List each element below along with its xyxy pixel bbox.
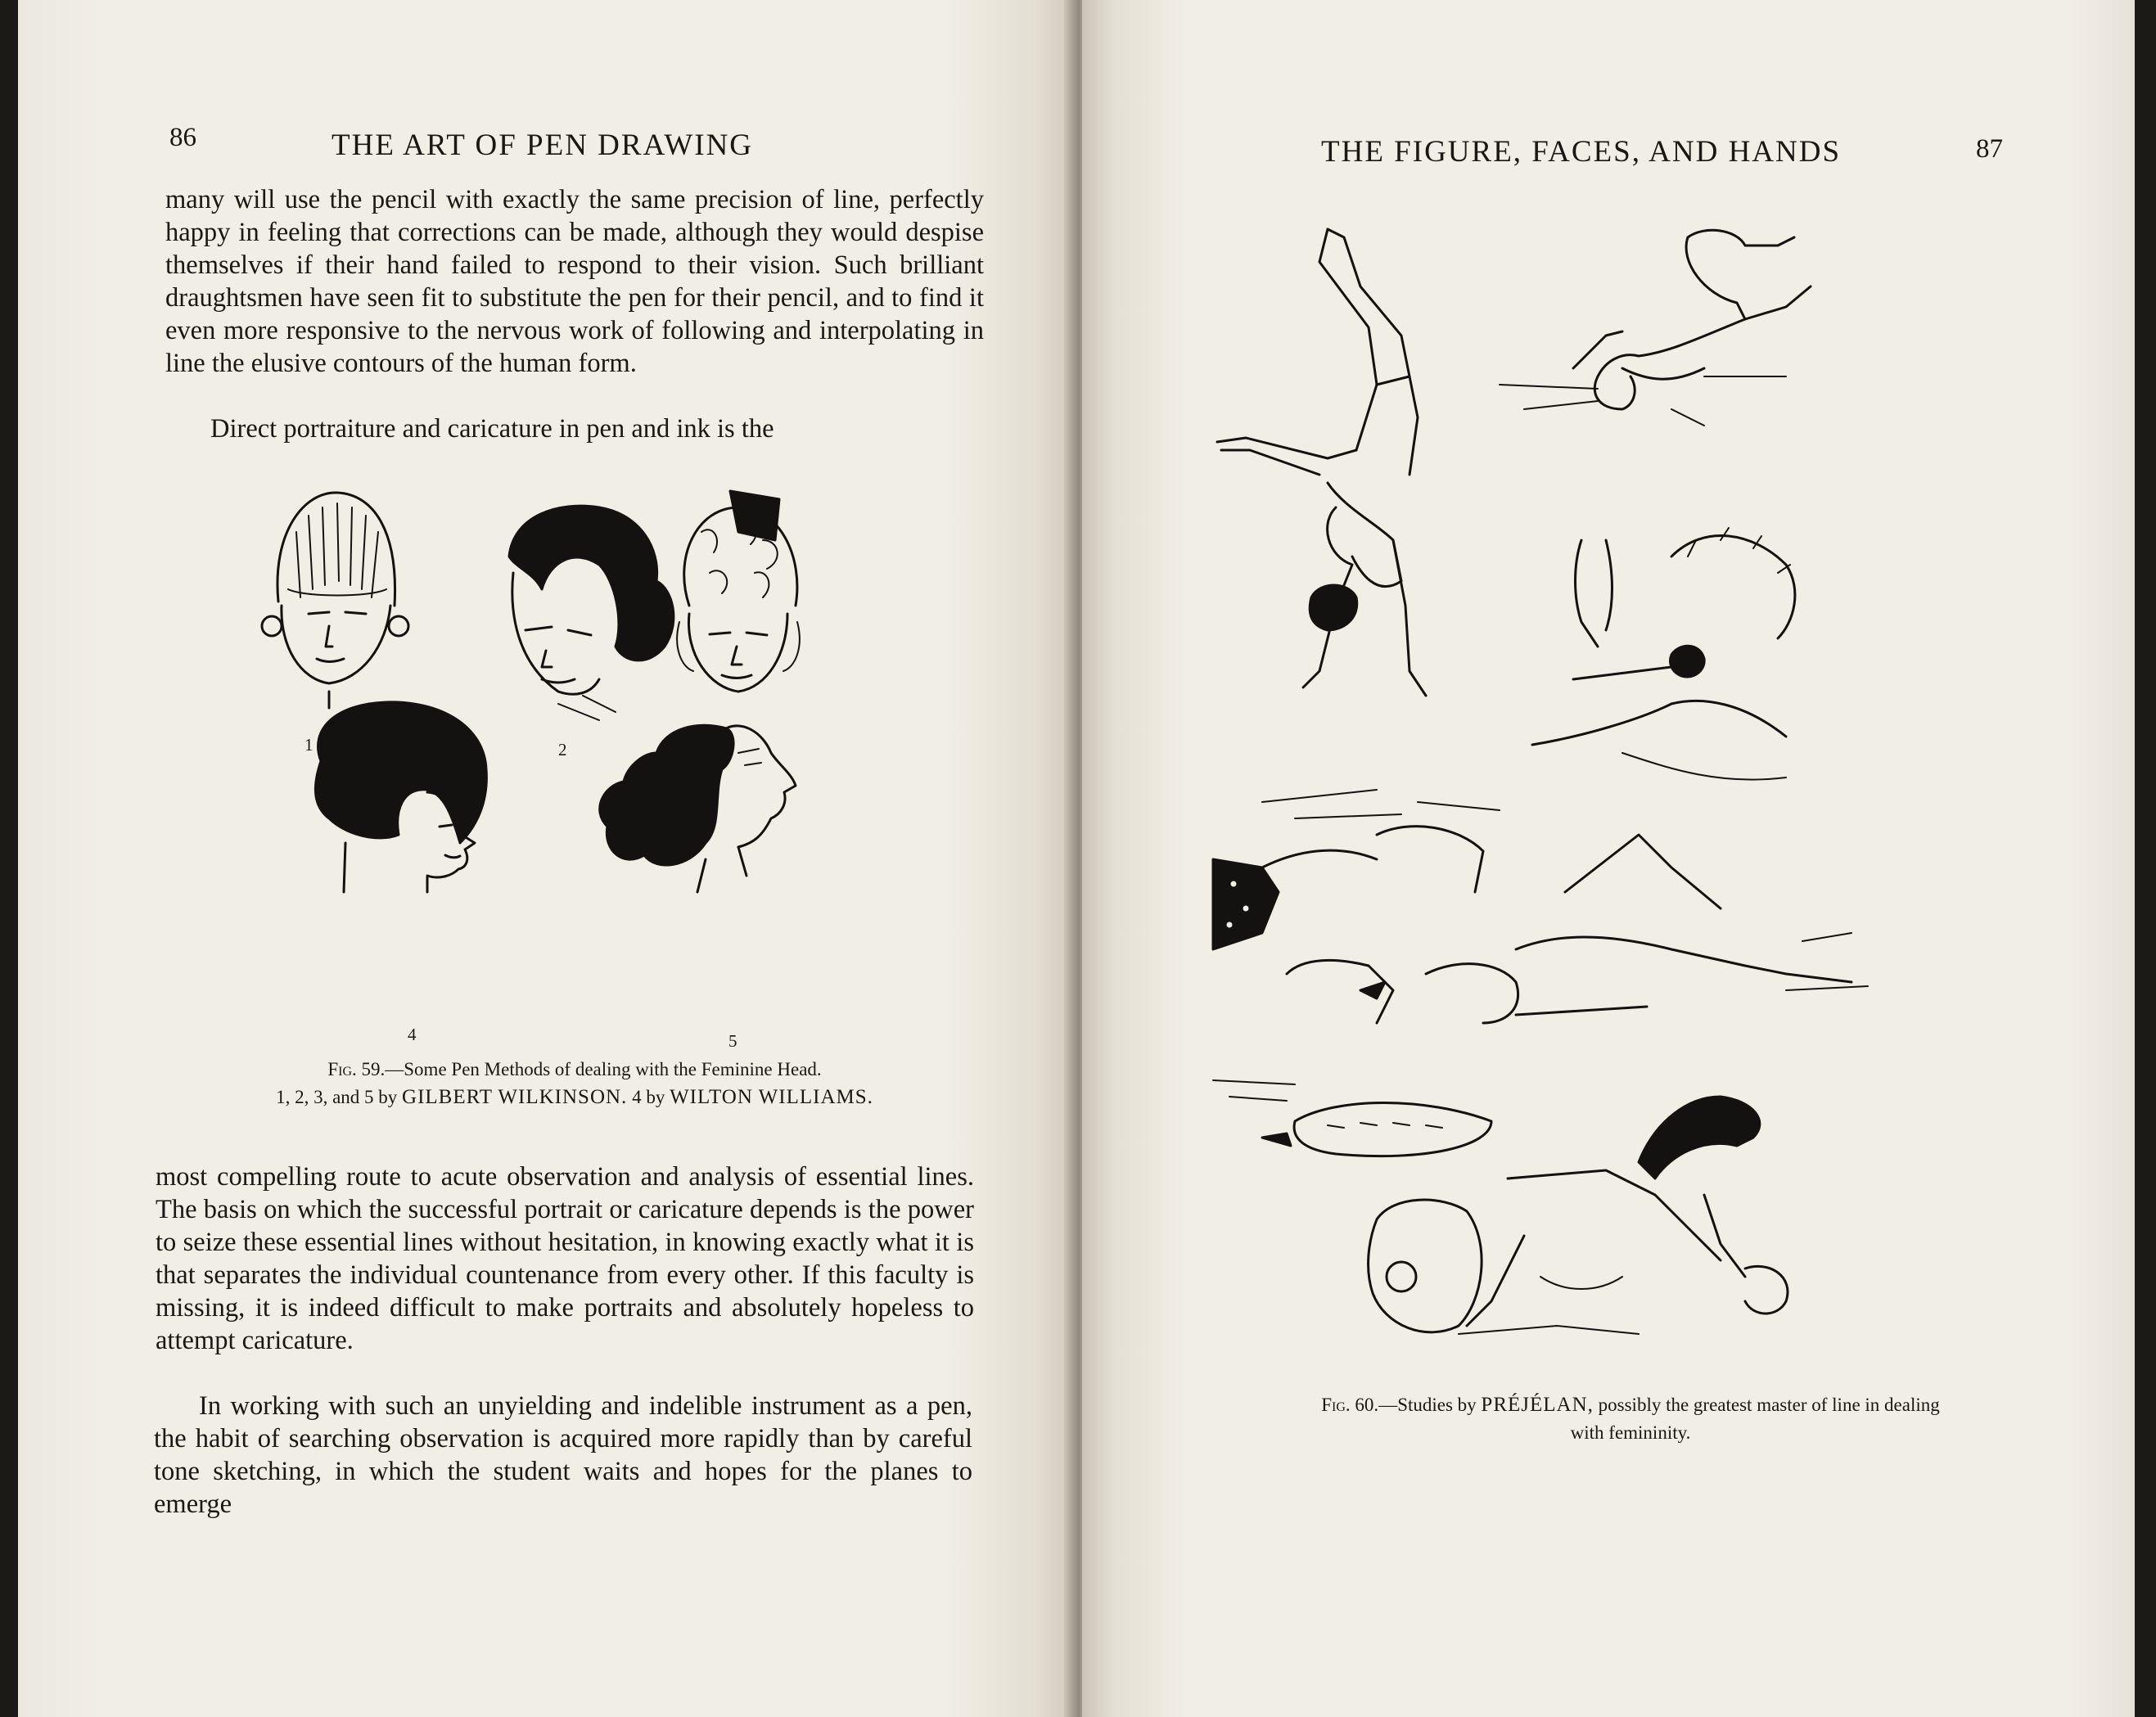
left-page xyxy=(18,0,1074,1717)
right-page xyxy=(1082,0,2135,1717)
figure-59-credit-line xyxy=(165,1084,984,1111)
credit-artist-1: GILBERT WILKINSON. xyxy=(402,1086,628,1108)
figure-with-cat-bottom xyxy=(1213,1080,1788,1334)
reclining-figure-with-dog xyxy=(1213,827,1868,1023)
paragraph-2: Direct portraiture and caricature in pen and ink is the xyxy=(210,414,774,444)
figure-59-label: Fig. 59. xyxy=(327,1059,386,1079)
figure-59-caption xyxy=(165,1056,984,1111)
figure-59-caption-text: —Some Pen Methods of dealing with the Feminine Head. xyxy=(385,1059,822,1079)
figure-number-1: 1 xyxy=(304,735,313,755)
handstand-figure xyxy=(1217,229,1500,818)
sitting-figure-right xyxy=(1532,528,1795,780)
figure-number-4: 4 xyxy=(408,1025,417,1044)
head-2-drawing xyxy=(509,506,674,720)
figure-number-5: 5 xyxy=(728,1031,737,1051)
running-head-right: THE FIGURE, FACES, AND HANDS xyxy=(1321,135,1842,169)
figure-60-label: Fig. 60. xyxy=(1321,1395,1379,1415)
figure-60-caption-prefix: —Studies by xyxy=(1378,1395,1477,1415)
paragraph-4: In working with such an unyielding and indelible instrument as a pen, the habit of searching observation is acquired more rapidly than by careful tone sketching, in which the student waits and hopes for the planes to emerge xyxy=(154,1391,972,1519)
paragraph-3: most compelling route to acute observation and analysis of essential lines. The basis on which the successful portrait or caricature depends is the power to seize these essential lines without hesitation, in knowing exactly what it is that separates the individual countenance from every other. If this faculty is missing, it is indeed difficult to make portraits and absolutely hopeless to attempt caricature. xyxy=(156,1162,974,1355)
figure-59-heads xyxy=(231,483,935,1023)
figure-60-drawings xyxy=(1213,213,2048,1359)
figure-59-caption-line1 xyxy=(165,1056,984,1084)
figure-number-2: 2 xyxy=(558,740,567,759)
page-number-right: 87 xyxy=(1976,134,2003,164)
reclining-figure-top xyxy=(1500,230,1811,426)
figure-60-caption-line1 xyxy=(1213,1391,2048,1419)
running-head-left: THE ART OF PEN DRAWING xyxy=(332,128,754,162)
figure-60-caption-line2: with femininity. xyxy=(1570,1422,1691,1443)
credit-prefix: 1, 2, 3, and 5 by xyxy=(276,1087,398,1107)
credit-mid: 4 by xyxy=(632,1087,665,1107)
head-5-drawing xyxy=(600,725,796,892)
figure-60-caption xyxy=(1213,1391,2048,1447)
figure-60-caption-rest: possibly the greatest master of line in dealing xyxy=(1598,1395,1940,1415)
paragraph-1: many will use the pencil with exactly the same precision of line, perfectly happy in feeling that corrections can be made, although they would despise themselves if their hand failed to respond to their vision. Such brilliant draughtsmen have seen fit to substitute the pen for their pencil, and to find it even more responsive to the nervous work of following and interpolating in line the elusive contours of the human form. xyxy=(165,185,984,378)
head-4-drawing xyxy=(315,702,486,892)
head-1-drawing xyxy=(262,493,408,708)
page-number-left: 86 xyxy=(169,123,196,152)
head-3-drawing xyxy=(677,491,800,692)
credit-artist-2: WILTON WILLIAMS. xyxy=(670,1086,873,1108)
figure-60-artist: PRÉJÉLAN, xyxy=(1481,1394,1594,1416)
